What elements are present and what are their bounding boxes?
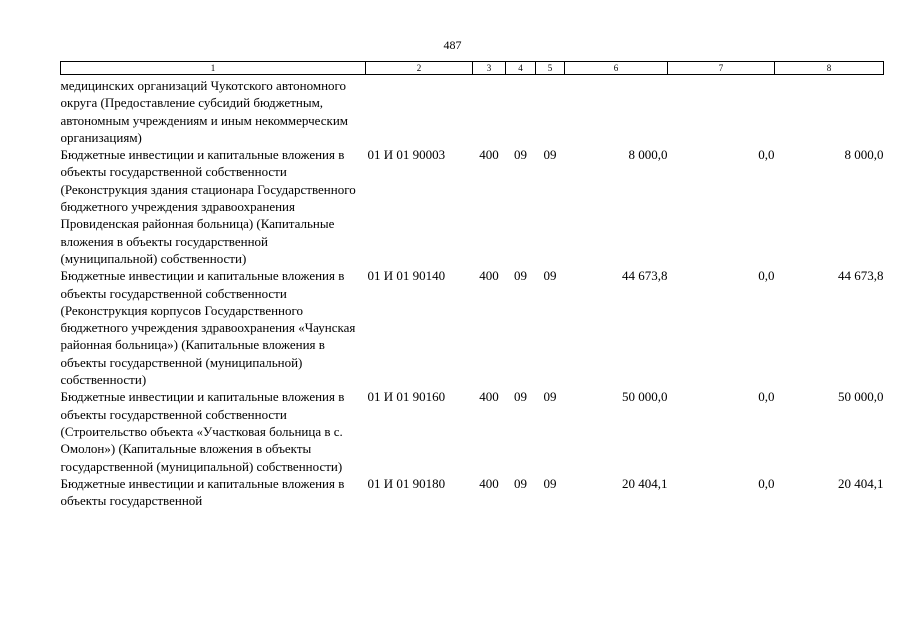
row-col3: 400 <box>479 389 499 405</box>
column-header: 2 <box>366 62 473 75</box>
column-header: 5 <box>536 62 565 75</box>
row-description: Бюджетные инвестиции и капитальные вложения в объекты государственной <box>60 475 345 509</box>
table-row <box>61 475 884 510</box>
row-col8 <box>775 75 884 147</box>
row-col4: 09 <box>514 147 527 163</box>
row-col8: 44 673,8 <box>838 268 884 284</box>
row-col7: 0,0 <box>758 147 775 163</box>
row-col6: 44 673,8 <box>622 268 668 284</box>
row-col6: 50 000,0 <box>622 389 668 405</box>
column-header: 4 <box>506 62 536 75</box>
row-description: медицинских организаций Чукотского автономного округа (Предоставление субсидий бюджетным, автономным учреждениям и иным некоммерческим организациям) <box>60 78 349 145</box>
row-col4: 09 <box>514 389 527 405</box>
table-row <box>61 388 884 474</box>
row-col5: 09 <box>543 475 557 491</box>
row-col3: 400 <box>479 147 499 163</box>
column-header: 1 <box>61 62 366 75</box>
row-col4: 09 <box>514 475 527 491</box>
row-col5 <box>536 75 565 147</box>
row-col6 <box>565 75 668 147</box>
column-number-header-row <box>61 62 884 75</box>
column-header: 7 <box>668 62 775 75</box>
row-col5: 09 <box>543 147 557 163</box>
row-code: 01 И 01 90003 <box>367 147 446 163</box>
row-col8: 8 000,0 <box>844 147 884 163</box>
table-row <box>61 146 884 267</box>
row-col7: 0,0 <box>758 475 775 491</box>
row-code: 01 И 01 90160 <box>367 389 446 405</box>
row-code: 01 И 01 90140 <box>367 268 446 284</box>
table-row <box>61 267 884 388</box>
row-col4 <box>506 75 536 147</box>
row-col5: 09 <box>543 389 557 405</box>
row-col7 <box>668 75 775 147</box>
row-code: 01 И 01 90180 <box>367 475 446 491</box>
row-description: Бюджетные инвестиции и капитальные вложения в объекты государственной собственности (Строительство объекта «Участковая больница в с. Омолон») (Капитальные вложения в объекты государственной (муниципальной) собственности) <box>60 389 345 474</box>
budget-table <box>60 61 884 509</box>
row-col7: 0,0 <box>758 268 775 284</box>
row-col3: 400 <box>479 268 499 284</box>
row-description: Бюджетные инвестиции и капитальные вложения в объекты государственной собственности (Реконструкция здания стационара Государственного бюджетного учреждения здравоохранения Провиденская районная больница) (Капитальные вложения в объекты государственной (муниципальной) собственности) <box>60 147 356 266</box>
row-col3: 400 <box>479 475 499 491</box>
page-number: 487 <box>443 38 462 52</box>
row-col8: 20 404,1 <box>838 475 884 491</box>
row-col5: 09 <box>543 268 557 284</box>
row-description: Бюджетные инвестиции и капитальные вложения в объекты государственной собственности (Реконструкция корпусов Государственного бюджетного учреждения здравоохранения «Чаунская районная больница») (Капитальные вложения в объекты государственной (муниципальной) собственности) <box>60 268 356 388</box>
table-row <box>61 75 884 147</box>
column-header: 6 <box>565 62 668 75</box>
column-header: 8 <box>775 62 884 75</box>
row-col6: 20 404,1 <box>622 475 668 491</box>
row-code <box>366 75 473 147</box>
row-col4: 09 <box>514 268 527 284</box>
row-col8: 50 000,0 <box>838 389 884 405</box>
row-col3 <box>473 75 506 147</box>
column-header: 3 <box>473 62 506 75</box>
row-col7: 0,0 <box>758 389 775 405</box>
row-col6: 8 000,0 <box>628 147 668 163</box>
